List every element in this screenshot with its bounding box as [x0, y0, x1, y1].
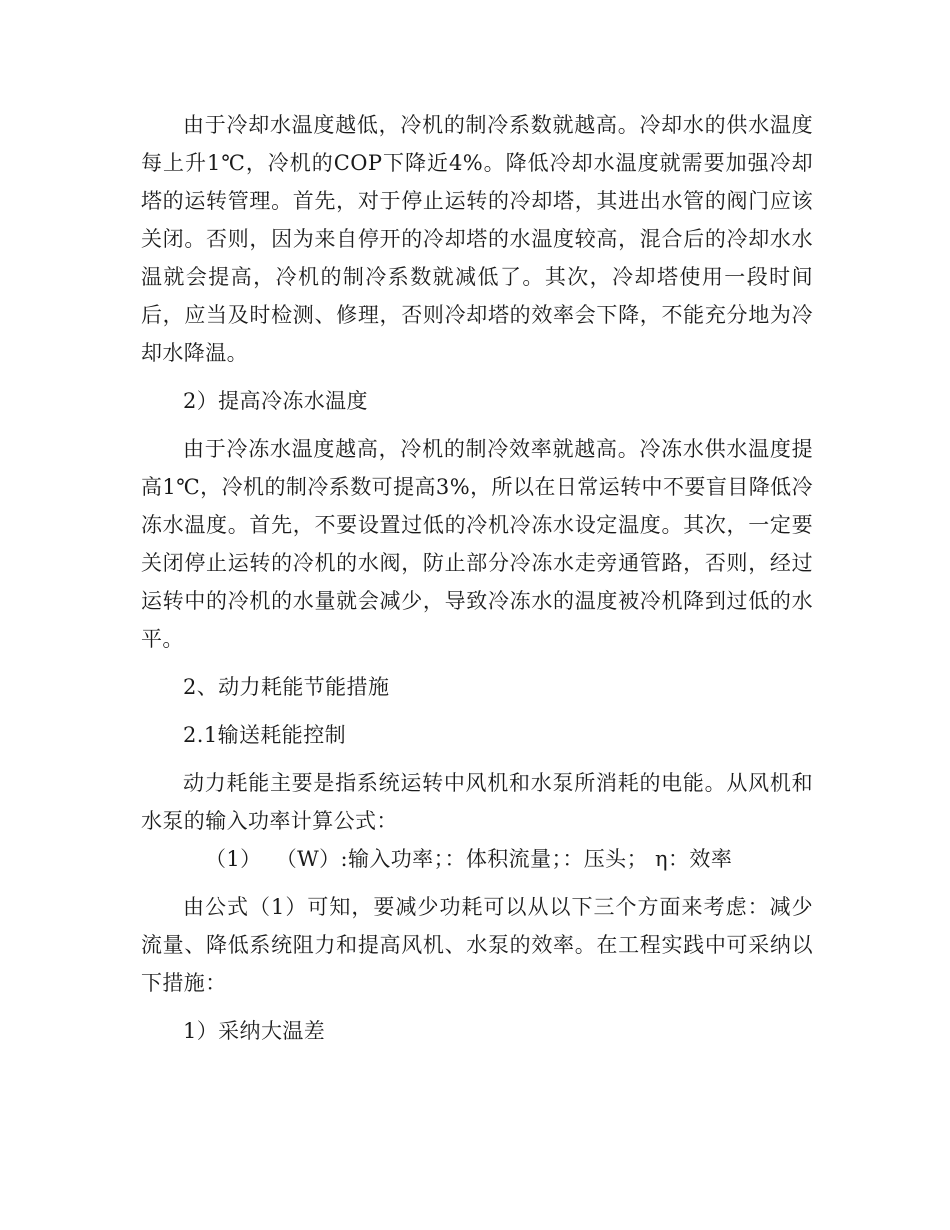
- formula-number: （1）: [205, 847, 262, 871]
- paragraph-cooling-water: 由于冷却水温度越低，冷机的制冷系数就越高。冷却水的供水温度每上升1℃，冷机的COP下降近4%。降低冷却水温度就需要加强冷却塔的运转管理。首先，对于停止运转的冷却塔，其进出水管的阀门应该关闭。否则，因为来自停开的冷却塔的水温度较高，混合后的冷却水水温就会提高，冷机的制冷系数就减低了。其次，冷却塔使用一段时间后，应当及时检测、修理，否则冷却塔的效率会下降，不能充分地为冷却水降温。: [141, 113, 813, 365]
- heading-transport-energy: 2.1输送耗能控制: [183, 723, 346, 747]
- heading-power-saving: 2、动力耗能节能措施: [183, 675, 390, 699]
- formula-line: [141, 840, 813, 878]
- heading-large-temp-difference: 1）采纳大温差: [183, 1019, 326, 1043]
- paragraph-power-consumption: 动力耗能主要是指系统运转中风机和水泵所消耗的电能。从风机和水泵的输入功率计算公式：: [141, 771, 813, 833]
- formula-body: （W）:输入功率；：体积流量；：压头； η：效率: [275, 847, 733, 871]
- paragraph-chilled-water: 由于冷冻水温度越高，冷机的制冷效率就越高。冷冻水供水温度提高1℃，冷机的制冷系数可提高3%，所以在日常运转中不要盲目降低冷冻水温度。首先，不要设置过低的冷机冷冻水设定温度。其次，一定要关闭停止运转的冷机的水阀，防止部分冷冻水走旁通管路，否则，经过运转中的冷机的水量就会减少，导致冷冻水的温度被冷机降到过低的水平。: [141, 437, 813, 651]
- heading-raise-chilled-water-temp: 2）提高冷冻水温度: [183, 389, 368, 413]
- document-page: [141, 106, 813, 1050]
- paragraph-reduce-power: 由公式（1）可知，要减少功耗可以从以下三个方面来考虑：减少流量、降低系统阻力和提高风机、水泵的效率。在工程实践中可采纳以下措施：: [141, 895, 813, 995]
